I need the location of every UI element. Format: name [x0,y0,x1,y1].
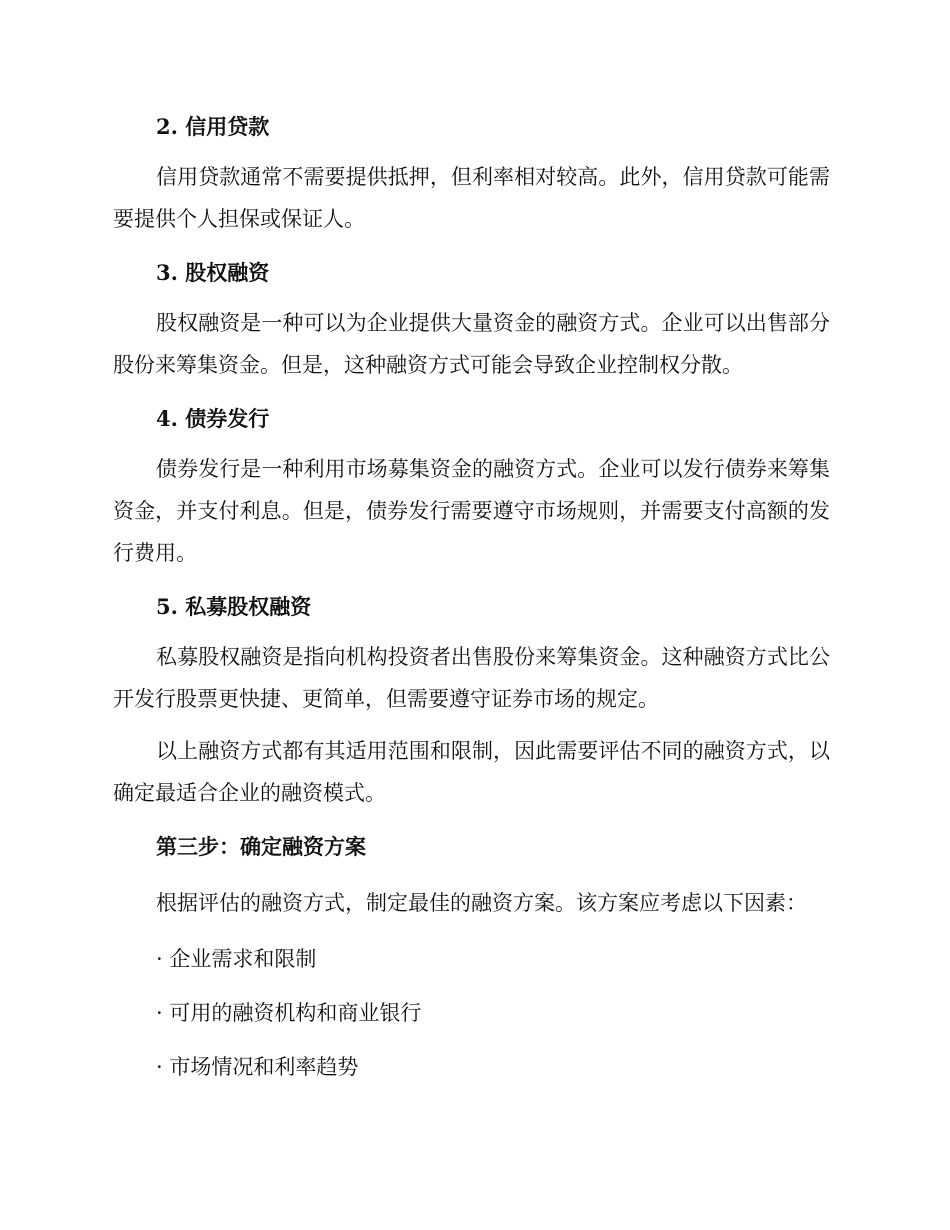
paragraph-summary: 以上融资方式都有其适用范围和限制，因此需要评估不同的融资方式，以确定最适合企业的融资模式。 [113,739,830,805]
section-heading-bond-issuance: 4. 债券发行 [156,406,270,431]
section-heading-equity-financing: 3. 股权融资 [156,260,270,285]
paragraph-private-equity: 私募股权融资是指向机构投资者出售股份来筹集资金。这种融资方式比公开发行股票更快捷、更简单，但需要遵守证券市场的规定。 [113,645,830,711]
paragraph-credit-loan: 信用贷款通常不需要提供抵押，但利率相对较高。此外，信用贷款可能需要提供个人担保或保证人。 [113,165,830,231]
document-content [113,108,830,1086]
list-item-institutions: · 可用的融资机构和商业银行 [156,1001,422,1025]
paragraph-step3-intro: 根据评估的融资方式，制定最佳的融资方案。该方案应考虑以下因素： [156,891,807,915]
list-item-market: · 市场情况和利率趋势 [156,1055,359,1079]
list-item-needs: · 企业需求和限制 [156,947,317,971]
paragraph-bond-issuance: 债券发行是一种利用市场募集资金的融资方式。企业可以发行债券来筹集资金，并支付利息。但是，债券发行需要遵守市场规则，并需要支付高额的发行费用。 [113,457,830,565]
paragraph-equity-financing: 股权融资是一种可以为企业提供大量资金的融资方式。企业可以出售部分股份来筹集资金。但是，这种融资方式可能会导致企业控制权分散。 [113,311,830,377]
section-heading-credit-loan: 2. 信用贷款 [156,114,270,139]
section-heading-step3: 第三步：确定融资方案 [156,834,366,859]
section-heading-private-equity: 5. 私募股权融资 [156,594,312,619]
